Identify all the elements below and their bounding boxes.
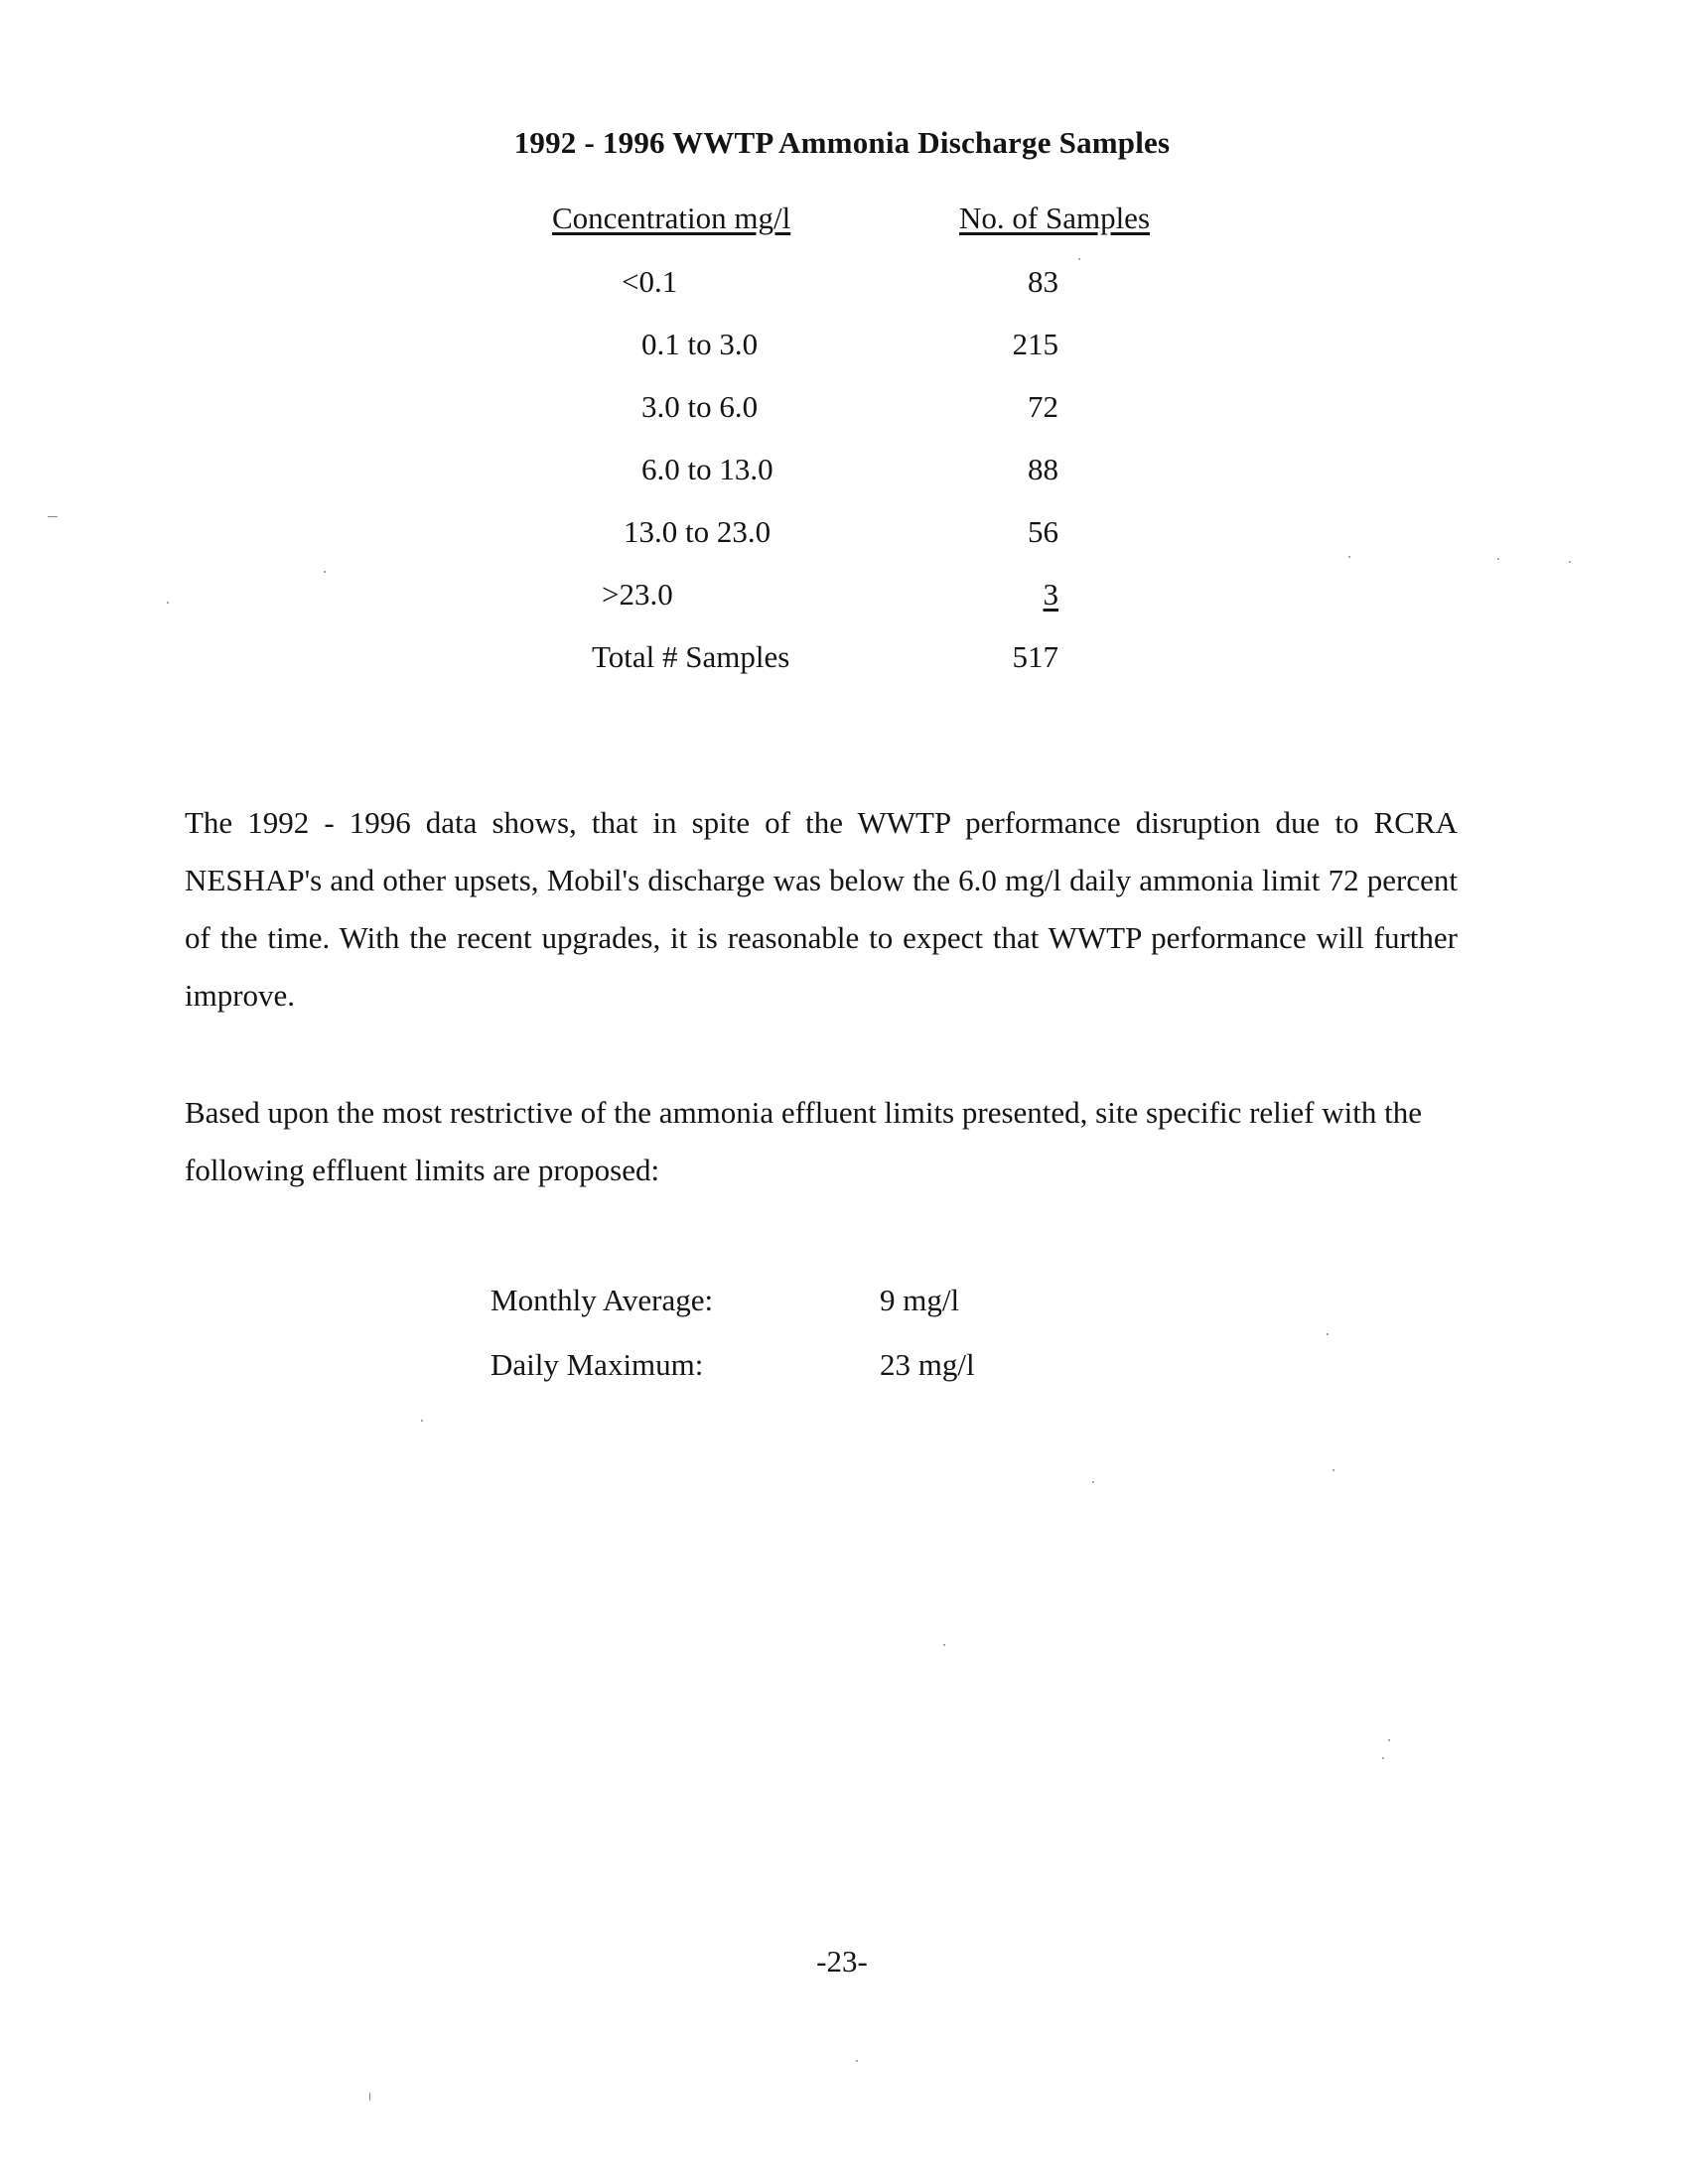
scan-speck <box>1333 1469 1334 1471</box>
scan-speck <box>167 602 169 604</box>
sample-count: 83 <box>1028 264 1058 299</box>
sample-count: 3 <box>1043 577 1058 612</box>
document-title: 1992 - 1996 WWTP Ammonia Discharge Samples <box>513 125 1171 160</box>
limit-label: Monthly Average: <box>491 1283 714 1317</box>
scan-speck <box>856 2060 858 2062</box>
total-value: 517 <box>1012 639 1058 674</box>
analysis-paragraph: The 1992 - 1996 data shows, that in spite of the WWTP performance disruption due to RCRA NESHAP's and other upsets, Mobil's discharge was below the 6.0 mg/l daily ammonia limit 72 percent of the time. With the recent upgrades, it is reasonable to expect that WWTP performance will further improve. <box>185 805 1458 1013</box>
concentration-value: 0.1 to 3.0 <box>641 327 759 361</box>
concentration-column-header: Concentration mg/l <box>552 201 791 235</box>
limit-label: Daily Maximum: <box>491 1347 704 1382</box>
scan-speck <box>1348 556 1350 558</box>
page-number: -23- <box>816 1944 868 1979</box>
concentration-value: 13.0 to 23.0 <box>624 514 772 549</box>
total-label: Total # Samples <box>592 639 790 674</box>
sample-count: 72 <box>1028 389 1058 424</box>
scan-speck <box>1497 558 1499 560</box>
scan-speck <box>1569 561 1571 563</box>
scan-speck <box>421 1420 423 1422</box>
proposal-paragraph: Based upon the most restrictive of the ammonia effluent limits presented, site specific relief with the following effluent limits are proposed: <box>185 1095 1422 1187</box>
scan-speck <box>1092 1481 1094 1483</box>
limit-value: 23 mg/l <box>880 1347 975 1382</box>
scan-speck <box>324 571 326 573</box>
concentration-value: >23.0 <box>602 577 673 612</box>
scan-speck <box>1382 1757 1384 1759</box>
concentration-value: 6.0 to 13.0 <box>641 452 773 486</box>
scan-speck <box>369 2093 370 2101</box>
scan-speck <box>1388 1739 1390 1741</box>
scan-speck <box>1327 1333 1329 1335</box>
sample-count: 88 <box>1028 452 1058 486</box>
scan-speck <box>1078 258 1080 260</box>
sample-count: 56 <box>1028 514 1058 549</box>
samples-column-header: No. of Samples <box>959 201 1151 235</box>
scan-speck <box>943 1644 945 1646</box>
sample-count: 215 <box>1012 327 1058 361</box>
concentration-value: 3.0 to 6.0 <box>641 389 759 424</box>
limit-value: 9 mg/l <box>880 1283 960 1317</box>
concentration-value: <0.1 <box>622 264 678 299</box>
scan-speck <box>48 516 58 517</box>
